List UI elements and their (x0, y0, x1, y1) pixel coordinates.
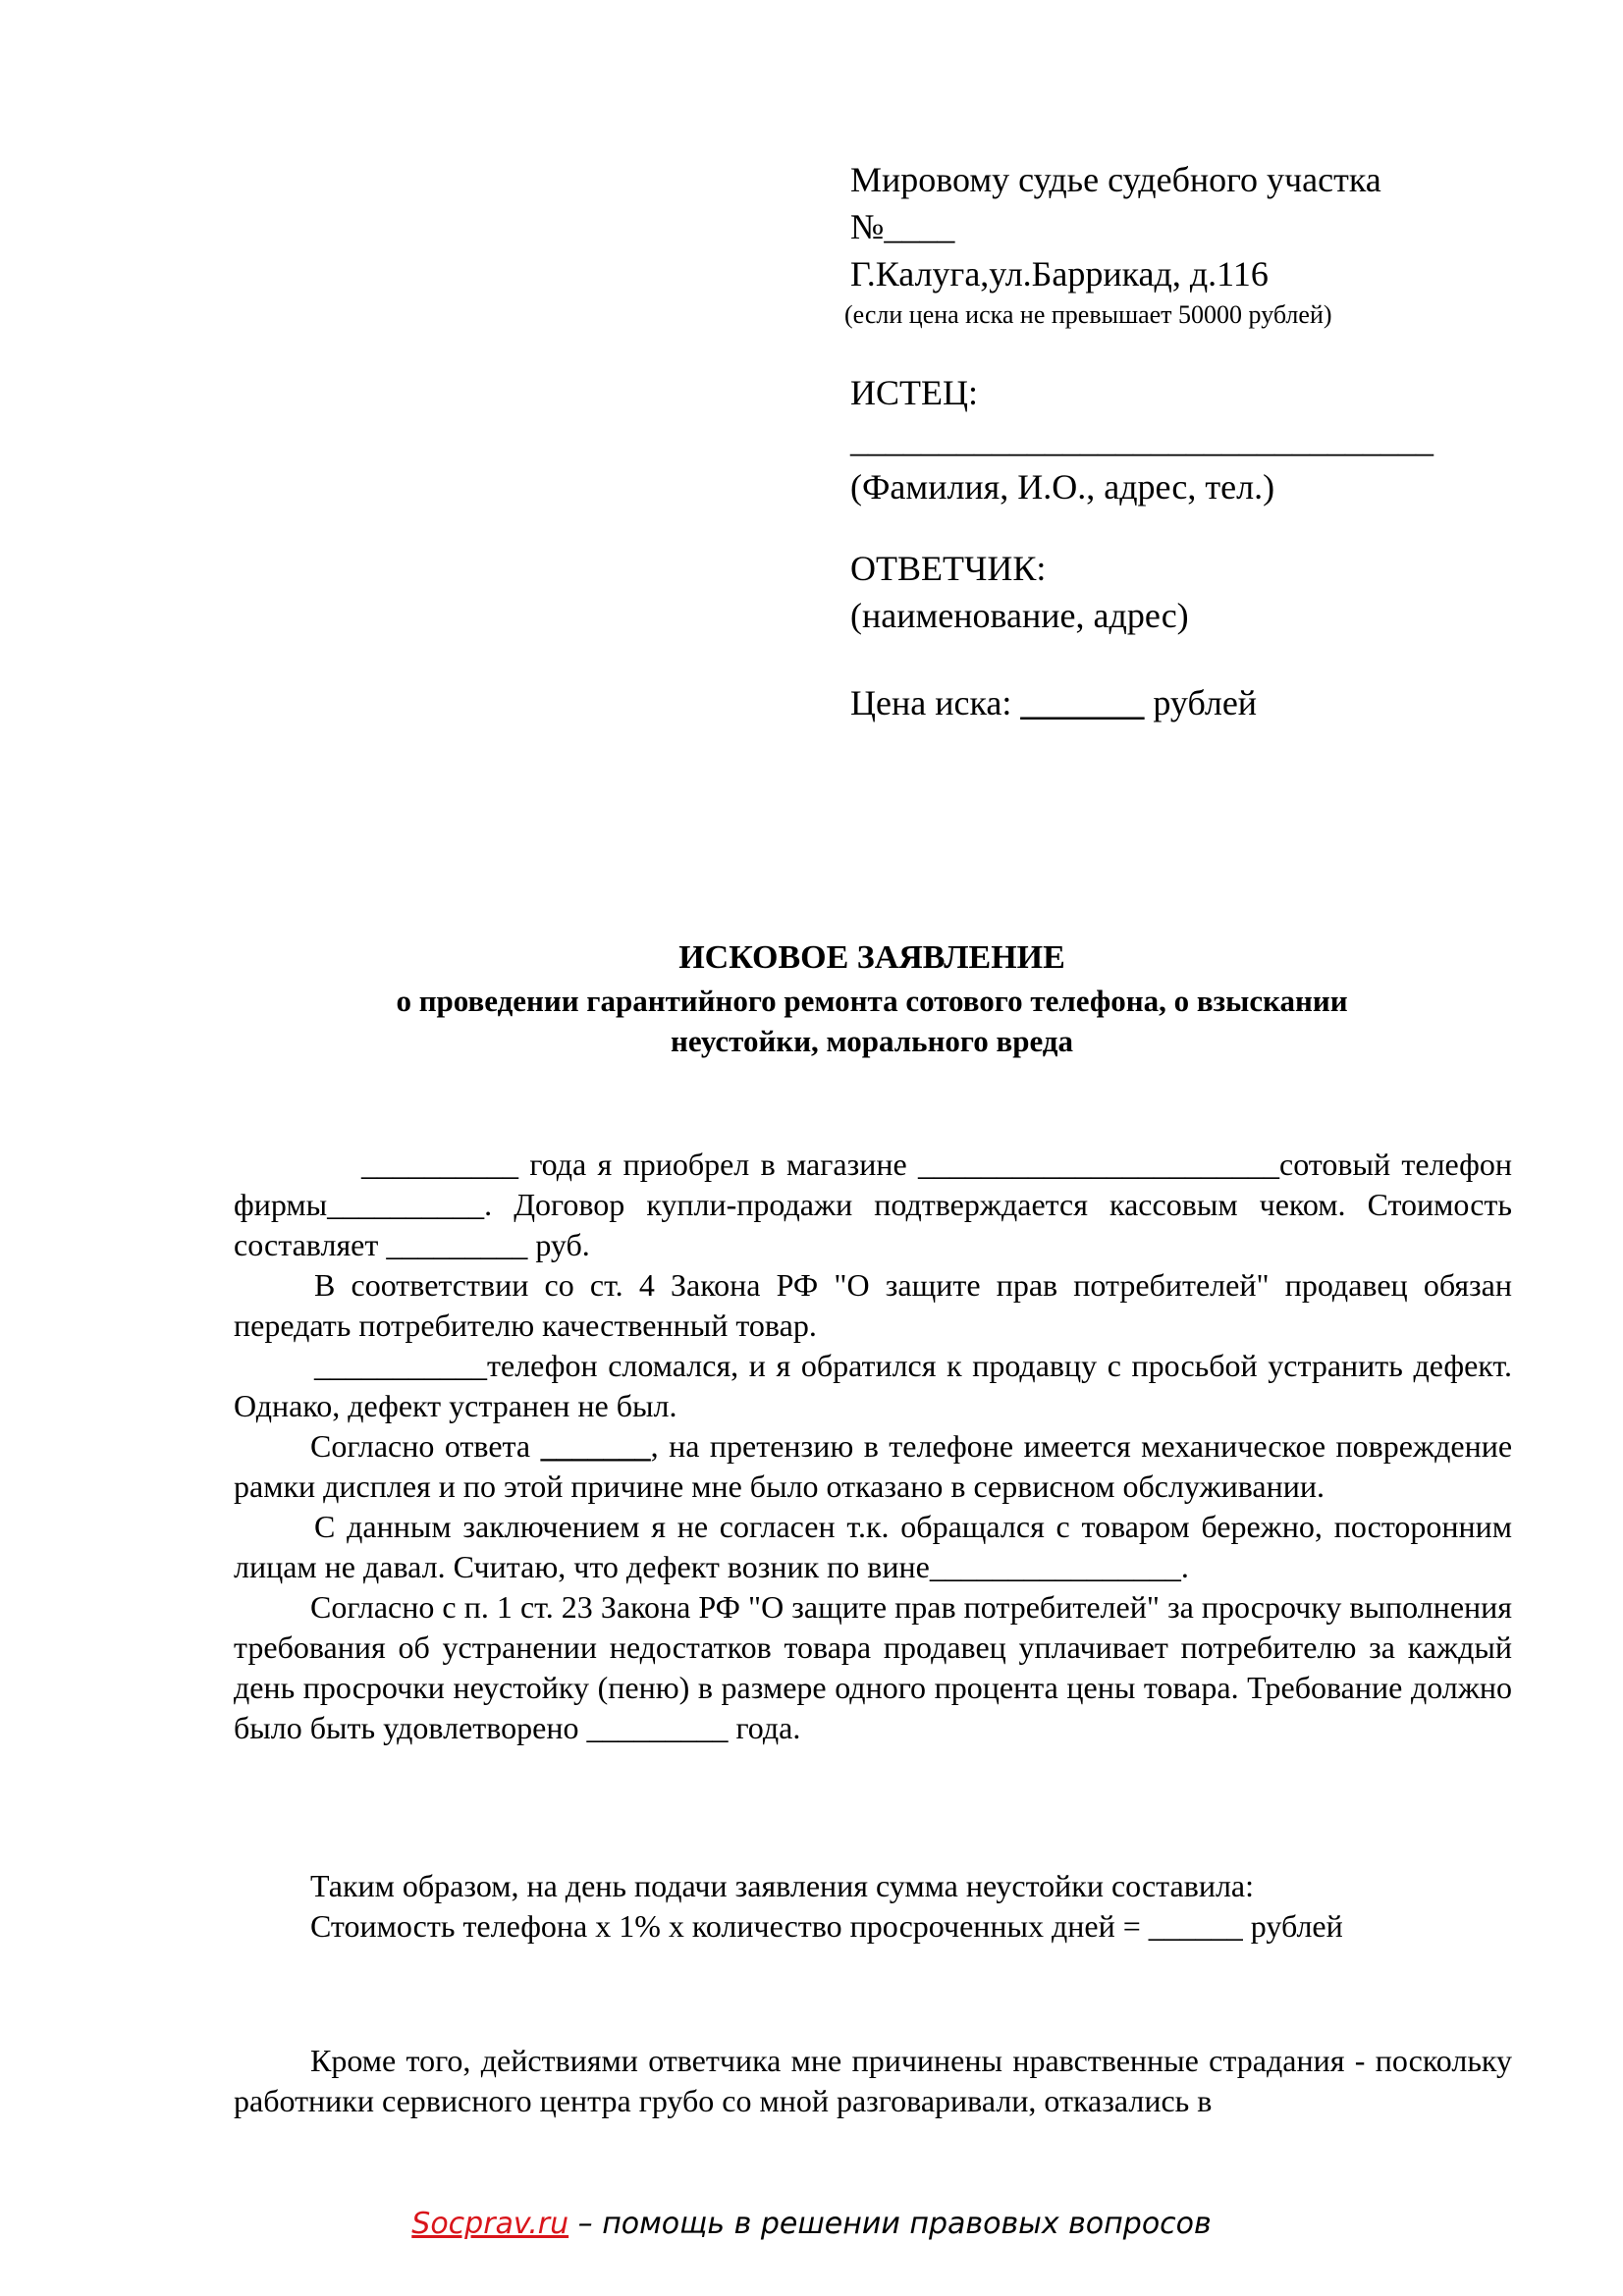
claim-price-unit: рублей (1153, 683, 1258, 722)
plaintiff-block (850, 369, 1538, 510)
penalty-block (310, 1866, 1587, 1947)
penalty-intro: Таким образом, на день подачи заявления сумма неустойки составила: (310, 1868, 1255, 1903)
plaintiff-hint: (Фамилия, И.О., адрес, тел.) (850, 467, 1275, 507)
defendant-label: ОТВЕТЧИК: (850, 549, 1047, 588)
paragraph-breakdown: ___________телефон сломался, и я обратился к продавцу с просьбой устранить дефект. Однако, дефект устранен не был. (234, 1348, 1512, 1423)
defendant-block (850, 545, 1538, 639)
penalty-formula: Стоимость телефона х 1% х количество просроченных дней = ______ рублей (310, 1908, 1343, 1944)
paragraph-purchase: __________ года я приобрел в магазине _______________________сотовый телефон фирмы__________. Договор купли-продажи подтверждается кассовым чеком. Стоимость составляет _________ руб. (234, 1147, 1512, 1262)
claim-price-line (850, 679, 1538, 726)
response-before: Согласно ответа (310, 1428, 531, 1464)
footer-site-link[interactable]: Socprav.ru (411, 2207, 569, 2241)
addressee-court: Мировому судье судебного участка (850, 160, 1381, 199)
document-title (234, 935, 1510, 1061)
paragraph-disagreement: С данным заключением я не согласен т.к. обращался с товаром бережно, посторонним лицам не давал. Считаю, что дефект возник по вине________________. (234, 1509, 1512, 1584)
response-after: , на претензию в телефоне имеется механическое повреждение рамки дисплея и по этой причине мне было отказано в сервисном обслуживании. (234, 1428, 1513, 1504)
response-blank: _______ (540, 1428, 651, 1464)
page-footer (0, 2207, 1623, 2241)
footer-text: – помощь в решении правовых вопросов (568, 2207, 1212, 2241)
addressee-address: Г.Калуга,ул.Баррикад, д.116 (850, 254, 1269, 294)
paragraph-response (234, 1426, 1512, 1507)
title-main: ИСКОВОЕ ЗАЯВЛЕНИЕ (678, 939, 1065, 976)
moral-damage-block (234, 2041, 1512, 2121)
paragraph-moral-damage: Кроме того, действиями ответчика мне причинены нравственные страдания - поскольку работники сервисного центра грубо со мной разговаривали, отказались в (234, 2043, 1512, 2118)
addressee-note: (если цена иска не превышает 50000 рублей) (844, 300, 1332, 329)
claim-price-label: Цена иска: (850, 683, 1012, 722)
plaintiff-blank: _________________________________ (850, 420, 1434, 459)
title-sub-line1: о проведении гарантийного ремонта сотового телефона, о взыскании (396, 984, 1348, 1018)
title-sub-line2: неустойки, морального вреда (671, 1024, 1073, 1058)
addressee-block (844, 156, 1538, 333)
defendant-hint: (наименование, адрес) (850, 596, 1189, 635)
paragraph-law-art23: Согласно с п. 1 ст. 23 Закона РФ "О защите прав потребителей" за просрочку выполнения требования об устранении недостатков товара продавец уплачивает потребителю за каждый день просрочки неустойку (пеню) в размере одного процента цены товара. Требование должно было быть удовлетворено _________ года. (234, 1589, 1512, 1745)
plaintiff-label: ИСТЕЦ: (850, 373, 978, 412)
addressee-number: №____ (850, 207, 955, 246)
claim-price-blank: _______ (1020, 683, 1145, 722)
document-body (234, 1145, 1512, 1748)
paragraph-law-art4: В соответствии со ст. 4 Закона РФ "О защите прав потребителей" продавец обязан передать потребителю качественный товар. (234, 1267, 1512, 1343)
